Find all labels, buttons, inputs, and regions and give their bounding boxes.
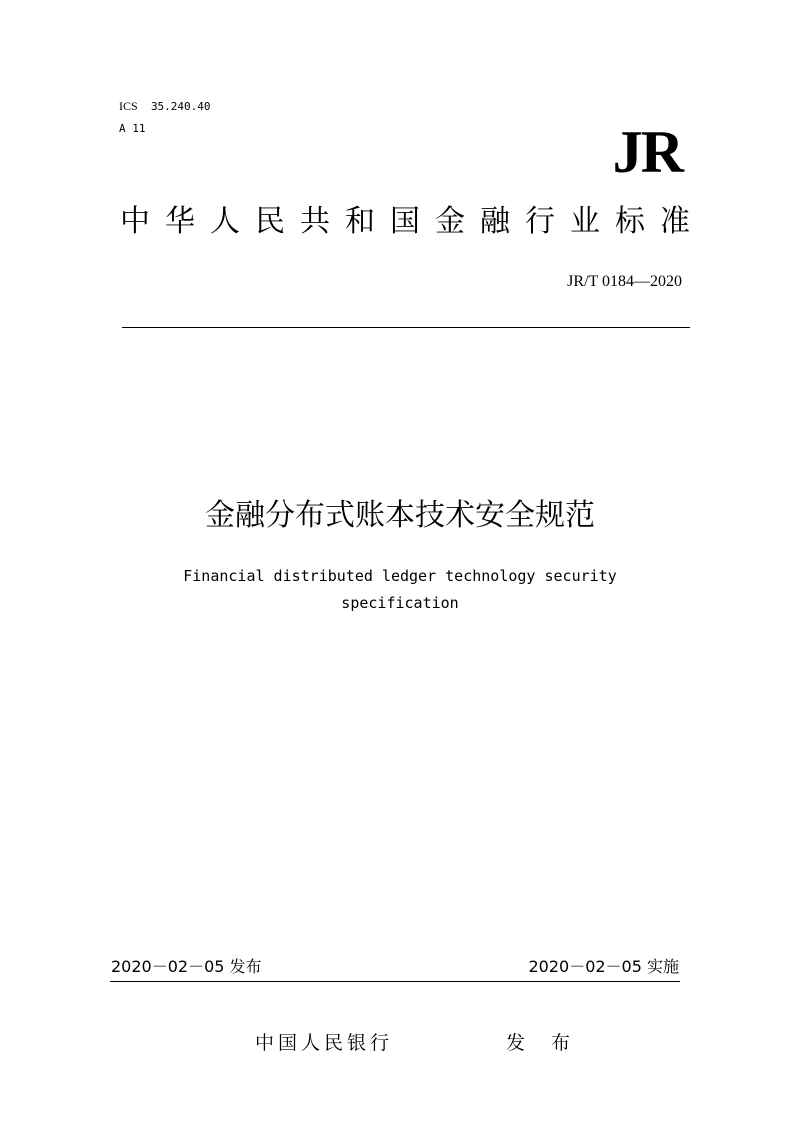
standard-type-heading: 中华人民共和国金融行业标准 (120, 204, 705, 239)
issue-date: 2020－02－05 发布 (111, 957, 262, 976)
issue-label: 发 布 (506, 1032, 581, 1054)
footer-divider (110, 981, 680, 982)
ccs-code: A 11 (119, 122, 146, 135)
english-title-line-2: specification (341, 594, 459, 612)
document-title-chinese: 金融分布式账本技术安全规范 (205, 498, 595, 533)
ics-code: 35.240.40 (150, 100, 211, 113)
issuing-authority: 中国人民银行 (255, 1032, 394, 1054)
header-divider (122, 327, 690, 328)
english-title-line-1: Financial distributed ledger technology security (183, 567, 617, 585)
jr-logo: JR (612, 119, 682, 185)
ics-label: ICS (119, 99, 138, 113)
implementation-date: 2020－02－05 实施 (528, 957, 679, 976)
standard-code: JR/T 0184—2020 (567, 273, 682, 290)
document-title-english (150, 563, 650, 617)
ics-classification (119, 99, 211, 114)
